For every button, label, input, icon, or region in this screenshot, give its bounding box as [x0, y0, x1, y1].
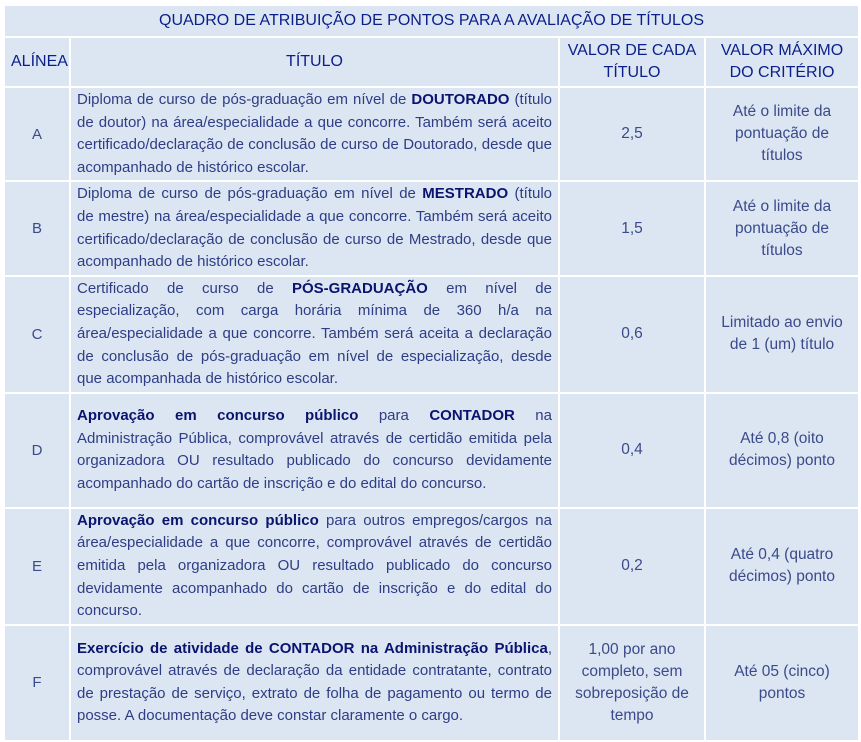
- header-titulo: TÍTULO: [70, 37, 559, 87]
- cell-titulo: [70, 87, 559, 181]
- header-valor: VALOR DE CADA TÍTULO: [559, 37, 705, 87]
- cell-alinea: A: [4, 87, 70, 181]
- table-row: [4, 181, 859, 275]
- cell-maximo: Limitado ao envio de 1 (um) título: [705, 276, 859, 393]
- table-row: [4, 625, 859, 741]
- text-segment: (título de doutor) na área/especialidade a que concorre. Também será aceito certificado/declaração de conclusão de curso de Doutorado, desde que acompanhado de histórico escolar.: [77, 91, 553, 176]
- cell-valor: 0,4: [559, 393, 705, 508]
- cell-titulo: [70, 625, 559, 741]
- cell-maximo: Até 0,8 (oito décimos) ponto: [705, 393, 859, 508]
- bold-text: Aprovação em concurso público: [77, 511, 319, 529]
- bold-text: CONTADOR: [429, 407, 515, 425]
- table-row: [4, 276, 859, 393]
- cell-alinea: E: [4, 508, 70, 625]
- table-title: QUADRO DE ATRIBUIÇÃO DE PONTOS PARA A AVALIAÇÃO DE TÍTULOS: [4, 5, 859, 37]
- cell-alinea: D: [4, 393, 70, 508]
- cell-titulo: [70, 393, 559, 508]
- cell-valor: 2,5: [559, 87, 705, 181]
- table-row: [4, 393, 859, 508]
- text-segment: (título de mestre) na área/especialidade a que concorre. Também será aceito certificado/declaração de conclusão de curso de Mestrado, desde que acompanhado de histórico escolar.: [77, 185, 553, 271]
- header-alinea: ALÍNEA: [4, 37, 70, 87]
- table-row: [4, 87, 859, 181]
- cell-valor: 1,5: [559, 181, 705, 275]
- cell-maximo: Até 05 (cinco) pontos: [705, 625, 859, 741]
- cell-alinea: B: [4, 181, 70, 275]
- cell-alinea: F: [4, 625, 70, 741]
- bold-text: PÓS-GRADUAÇÃO: [292, 279, 428, 297]
- table-row: [4, 508, 859, 625]
- points-table: [3, 4, 860, 742]
- cell-titulo: [70, 508, 559, 625]
- cell-alinea: C: [4, 276, 70, 393]
- cell-maximo: Até o limite da pontuação de títulos: [705, 181, 859, 275]
- bold-text: MESTRADO: [422, 185, 509, 203]
- bold-text: Exercício de atividade de CONTADOR na Administração Pública: [77, 639, 548, 657]
- bold-text: Aprovação em concurso público: [77, 407, 359, 425]
- cell-titulo: [70, 181, 559, 275]
- text-segment: Certificado de curso de: [77, 279, 292, 297]
- cell-valor: 0,2: [559, 508, 705, 625]
- text-segment: na Administração Pública, comprovável através de certidão emitida pela organizadora OU resultado publicado do concurso devidamente acompanhado do cartão de inscrição e do edital do concurso.: [77, 407, 552, 492]
- cell-valor: 0,6: [559, 276, 705, 393]
- text-segment: , comprovável através de declaração da entidade contratante, contrato de prestação de serviço, extrato de folha de pagamento ou termo de posse. A documentação deve constar claramente o cargo.: [77, 639, 552, 725]
- cell-valor: 1,00 por ano completo, sem sobreposição de tempo: [559, 625, 705, 741]
- cell-maximo: Até 0,4 (quatro décimos) ponto: [705, 508, 859, 625]
- table-body: [4, 87, 859, 741]
- cell-maximo: Até o limite da pontuação de títulos: [705, 87, 859, 181]
- bold-text: DOUTORADO: [411, 91, 510, 108]
- text-segment: em nível de especialização, com carga horária mínima de 360 h/a na área/especialidade a que concorre. Também será aceita a declaração de conclusão de pós-graduação em nível de especialização, desde que acompanhada de histórico escolar.: [77, 279, 552, 388]
- text-segment: para outros empregos/cargos na área/especialidade a que concorre, comprovável através de certidão emitida pela organizadora OU resultado publicado do concurso devidamente acompanhado do cartão de inscrição e do edital do concurso.: [77, 511, 552, 620]
- text-segment: Diploma de curso de pós-graduação em nível de: [77, 91, 412, 108]
- text-segment: para: [358, 407, 430, 425]
- header-maximo: VALOR MÁXIMO DO CRITÉRIO: [705, 37, 859, 87]
- cell-titulo: [70, 276, 559, 393]
- text-segment: Diploma de curso de pós-graduação em nível de: [77, 185, 423, 203]
